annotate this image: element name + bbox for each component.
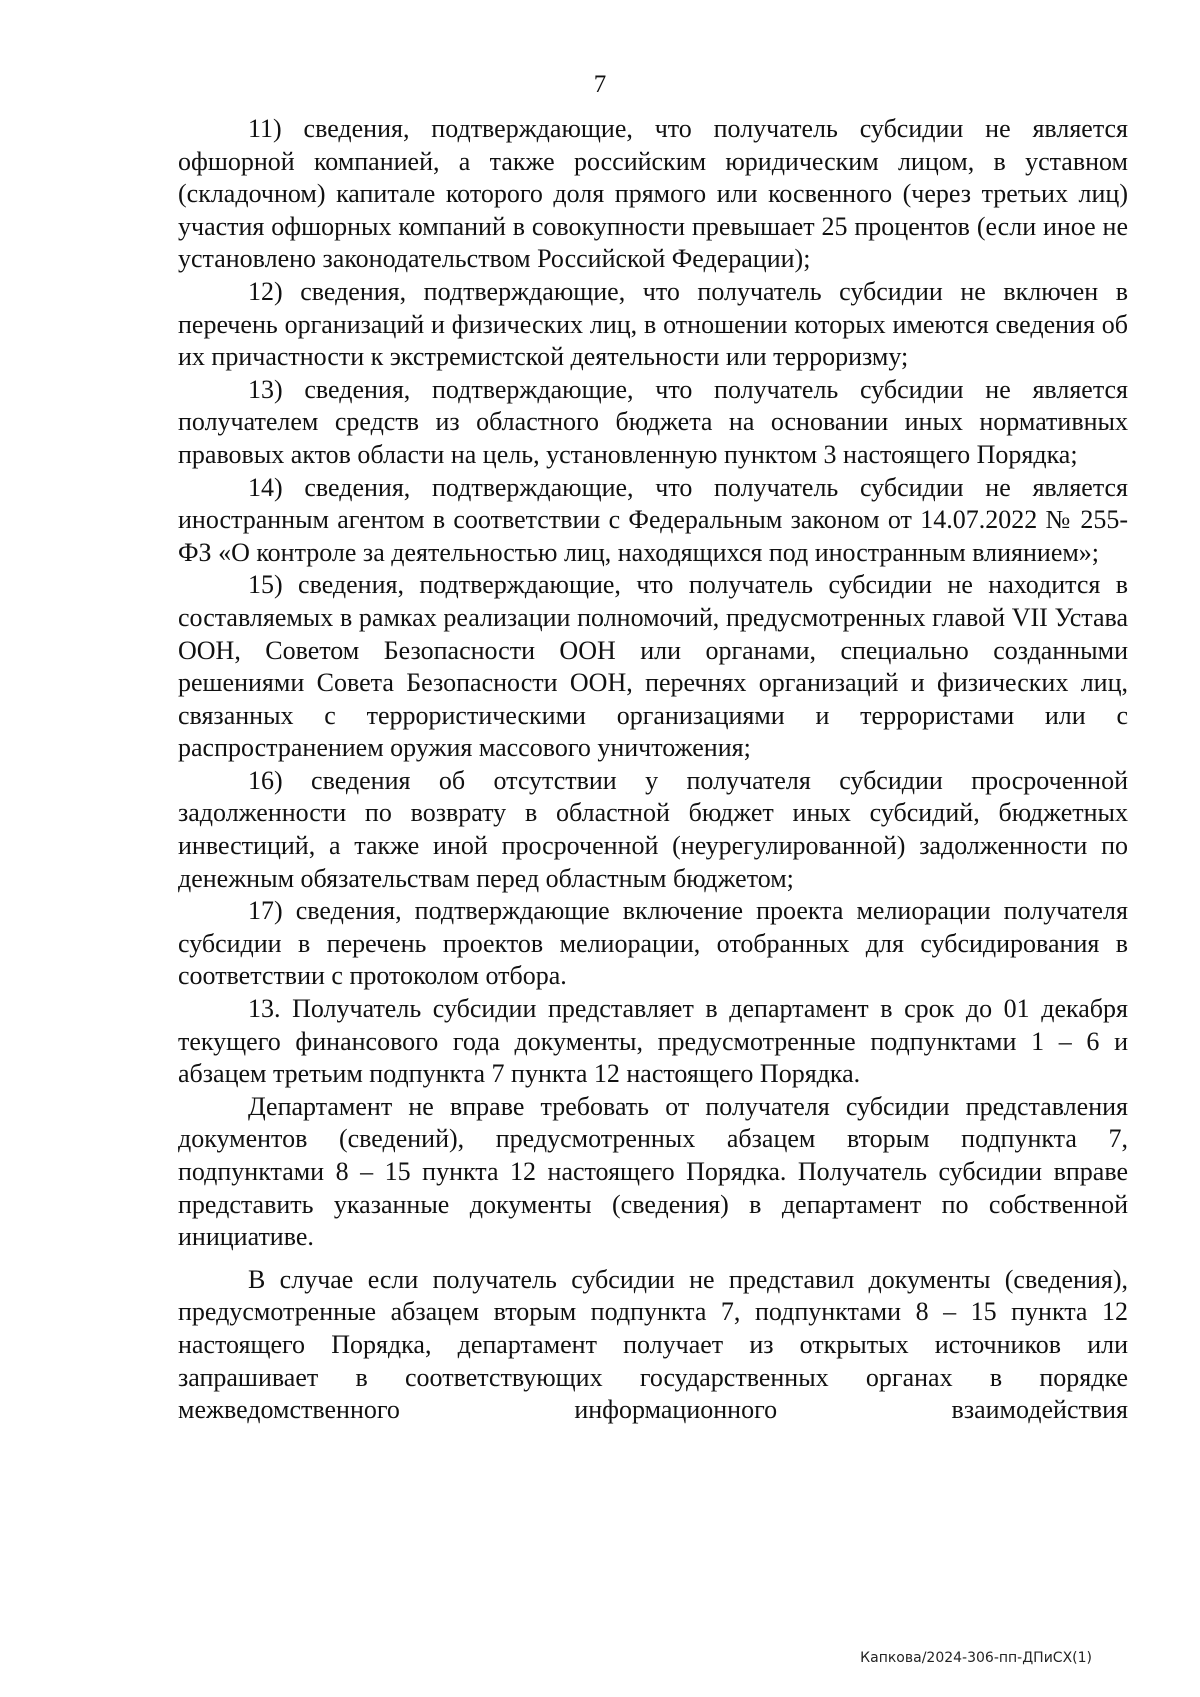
paragraph-item-13: 13) сведения, подтверждающие, что получатель субсидии не является получателем средств из областного бюджета на основании иных нормативных правовых актов области на цель, установленную пунктом 3 настоящего Порядка;	[178, 374, 1128, 469]
paragraph-department-restriction: Департамент не вправе требовать от получателя субсидии представления документов (сведений), предусмотренных абзацем вторым подпункта 7, подпунктами 8 – 15 пункта 12 настоящего Порядка. Получатель субсидии вправе представить указанные документы (сведения) в департамент по собственной инициативе.	[178, 1091, 1128, 1252]
paragraph-item-17: 17) сведения, подтверждающие включение проекта мелиорации получателя субсидии в перечень проектов мелиорации, отобранных для субсидирования в соответствии с протоколом отбора.	[178, 896, 1128, 991]
paragraph-missing-documents: В случае если получатель субсидии не представил документы (сведения), предусмотренные абзацем вторым подпункта 7, подпунктами 8 – 15 пункта 12 настоящего Порядка, департамент получает из открытых источников или запрашивает в соответствующих государственных органах в порядке межведомственного информационного взаимодействия	[178, 1264, 1128, 1425]
page-number: 7	[593, 71, 607, 98]
paragraph-item-11: 11) сведения, подтверждающие, что получатель субсидии не является офшорной компанией, а также российским юридическим лицом, в уставном (складочном) капитале которого доля прямого или косвенного (через третьих лиц) участия офшорных компаний в совокупности превышает 25 процентов (если иное не установлено законодательством Российской Федерации);	[178, 114, 1128, 274]
paragraph-item-15: 15) сведения, подтверждающие, что получатель субсидии не находится в составляемых в рамках реализации полномочий, предусмотренных главой VII Устава ООН, Советом Безопасности ООН или органами, специально созданными решениями Совета Безопасности ООН, перечнях организаций и физических лиц, связанных с террористическими организациями и террористами или с распространением оружия массового уничтожения;	[178, 570, 1128, 763]
paragraph-item-16: 16) сведения об отсутствии у получателя субсидии просроченной задолженности по возврату в областной бюджет иных субсидий, бюджетных инвестиций, а также иной просроченной (неурегулированной) задолженности по денежным обязательствам перед областным бюджетом;	[178, 765, 1128, 893]
paragraph-item-12: 12) сведения, подтверждающие, что получатель субсидии не включен в перечень организаций и физических лиц, в отношении которых имеются сведения об их причастности к экстремистской деятельности или терроризму;	[178, 276, 1128, 372]
document-body	[178, 113, 1128, 1427]
footer-document-code: Капкова/2024-306-пп-ДПиСХ(1)	[860, 1650, 1092, 1666]
paragraph-section-13: 13. Получатель субсидии представляет в департамент в срок до 01 декабря текущего финансового года документы, предусмотренные подпунктами 1 – 6 и абзацем третьим подпункта 7 пункта 12 настоящего Порядка.	[178, 994, 1128, 1089]
paragraph-item-14: 14) сведения, подтверждающие, что получатель субсидии не является иностранным агентом в соответствии с Федеральным законом от 14.07.2022 № 255-ФЗ «О контроле за деятельностью лиц, находящихся под иностранным влиянием»;	[178, 472, 1128, 567]
